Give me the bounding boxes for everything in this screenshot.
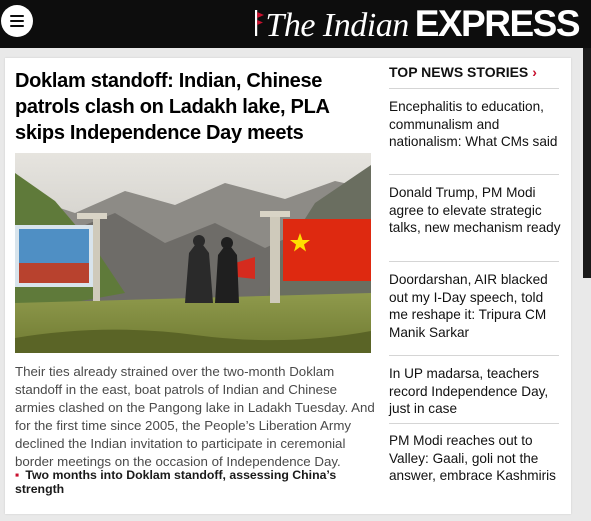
chevron-right-icon[interactable]: ›	[532, 64, 537, 80]
hero-image[interactable]	[15, 153, 371, 353]
news-card	[5, 58, 571, 514]
story-link[interactable]: Doordarshan, AIR blacked out my I-Day speech, told me reshape it: Tripura CM Manik Sarkar	[389, 272, 548, 340]
logo-express: EXPRESS	[414, 3, 579, 44]
top-news-heading-text[interactable]: TOP NEWS STORIES	[389, 64, 529, 80]
top-bar	[0, 0, 591, 48]
story-link[interactable]: In UP madarsa, teachers record Independence Day, just in case	[389, 366, 549, 416]
related-link[interactable]	[15, 468, 375, 496]
article-summary: Their ties already strained over the two-month Doklam standoff in the east, boat patrols of Indian and Chinese armies clashed on the Pangong lake in Ladakh Tuesday. And for the first time since 2005, the People’s Liberation Army declined the Indian invitation to participate in ceremonial border meetings on the occasion of Independence Day.	[15, 364, 375, 469]
story-link[interactable]: Encephalitis to education, communalism and nationalism: What CMs said	[389, 99, 558, 149]
article-headline[interactable]: Doklam standoff: Indian, Chinese patrols clash on Ladakh lake, PLA skips Independence Day meets	[15, 70, 329, 144]
divider	[389, 88, 559, 89]
site-logo[interactable]	[265, 3, 579, 43]
page-background	[0, 48, 591, 521]
hamburger-icon-line-2	[10, 20, 24, 22]
divider	[389, 355, 559, 356]
story-link[interactable]: Donald Trump, PM Modi agree to elevate strategic talks, new mechanism ready	[389, 185, 561, 235]
menu-button[interactable]	[1, 5, 33, 37]
logo-the-indian: The Indian	[265, 7, 409, 44]
hamburger-icon-line-1	[10, 15, 24, 17]
hamburger-icon-line-3	[10, 25, 24, 27]
divider	[389, 261, 559, 262]
top-news-heading[interactable]	[389, 64, 537, 80]
divider	[389, 423, 559, 424]
logo-emblem-icon	[255, 10, 264, 36]
right-edge-peek	[583, 48, 591, 278]
divider	[389, 174, 559, 175]
bullet-icon: ▪	[15, 468, 20, 482]
story-link[interactable]: PM Modi reaches out to Valley: Gaali, goli not the answer, embrace Kashmiris	[389, 433, 556, 483]
related-link-text[interactable]: Two months into Doklam standoff, assessing China’s strength	[15, 468, 337, 496]
